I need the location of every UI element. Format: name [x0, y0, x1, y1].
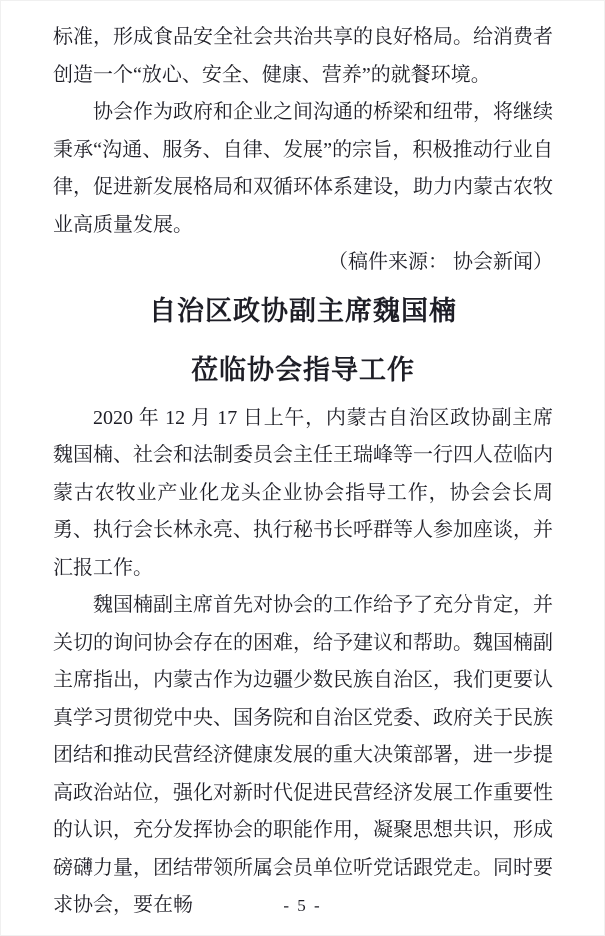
source-credit-line: （稿件来源： 协会新闻） — [328, 251, 553, 273]
paragraph-food-safety-continuation: 标准，形成食品安全社会共治共享的良好格局。给消费者创造一个“放心、安全、健康、营养”的就餐环境。 — [53, 26, 553, 86]
article-title-line1: 自治区政协副主席魏国楠 — [149, 295, 457, 326]
paragraph-vice-chairman-remarks: 魏国楠副主席首先对协会的工作给予了充分肯定，并关切的询问协会存在的困难，给予建议和帮助。魏国楠副主席指出，内蒙古作为边疆少数民族自治区，我们更要认真学习贯彻党中央、国务院和自治区党委、政府关于民族团结和推动民营经济健康发展的重大决策部署，进一步提高政治站位，强化对新时代促进民营经济发展工作重要性的认识，充分发挥协会的职能作用，凝聚思想共识，形成磅礴力量，团结带领所属会员单位听党话跟党走。同时要求协会，要在畅 — [53, 594, 553, 916]
paragraph-visit-intro: 2020 年 12 月 17 日上午，内蒙古自治区政协副主席魏国楠、社会和法制委员会主任王瑞峰等一行四人莅临内蒙古农牧业产业化龙头企业协会指导工作，协会会长周勇、执行会长林永亮、执行秘书长呼群等人参加座谈，并汇报工作。 — [53, 406, 553, 579]
article-title-line2: 莅临协会指导工作 — [191, 354, 415, 385]
paragraph-association-role: 协会作为政府和企业之间沟通的桥梁和纽带，将继续秉承“沟通、服务、自律、发展”的宗旨，积极推动行业自律，促进新发展格局和双循环体系建设，助力内蒙古农牧业高质量发展。 — [53, 101, 553, 236]
page-number: - 5 - — [283, 896, 322, 915]
